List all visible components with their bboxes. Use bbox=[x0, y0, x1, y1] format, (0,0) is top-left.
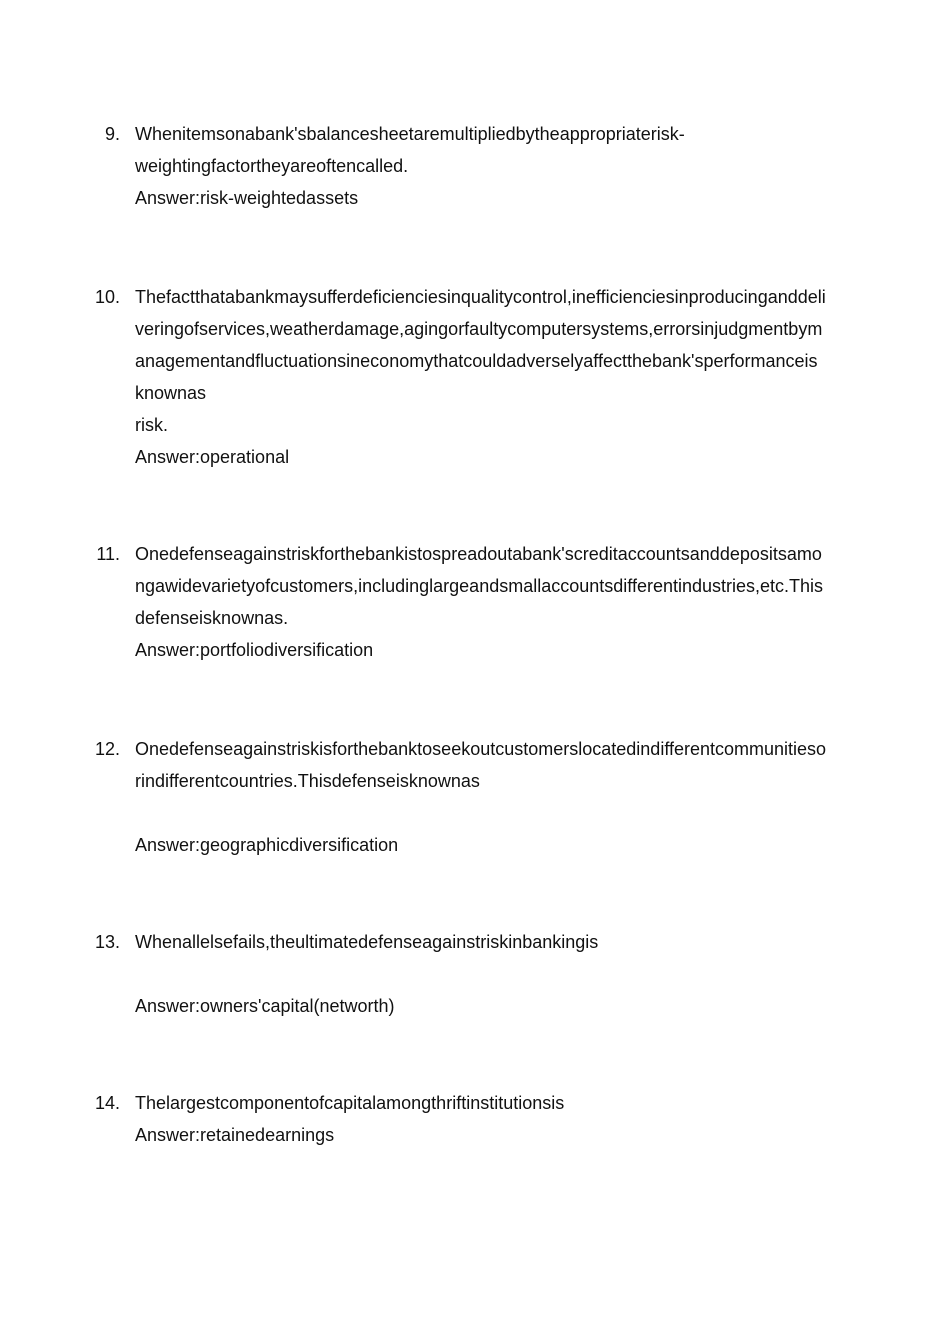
question-number: 14. bbox=[94, 1093, 120, 1113]
question-text-line: veringofservices,weatherdamage,agingorfaultycomputersystems,errorsinjudgmentbym bbox=[135, 319, 823, 339]
question-number: 9. bbox=[104, 124, 120, 144]
question-text-line: Whenallelsefails,theultimatedefenseagainstriskinbankingis bbox=[135, 932, 599, 952]
question-body bbox=[135, 733, 880, 861]
question-body bbox=[135, 1087, 880, 1151]
question-number: 13. bbox=[94, 932, 120, 952]
answer-text: Answer:operational bbox=[135, 447, 290, 467]
answer-text: Answer:owners'capital(networth) bbox=[135, 996, 395, 1016]
question-text-line: knownas bbox=[135, 383, 207, 403]
question-text-line: Onedefenseagainstriskisforthebanktoseekoutcustomerslocatedindifferentcommunitieso bbox=[135, 739, 827, 759]
question-body bbox=[135, 926, 880, 1022]
question-text-line: Thefactthatabankmaysufferdeficienciesinqualitycontrol,inefficienciesinproducinganddeli bbox=[135, 287, 826, 307]
question-text-line: weightingfactortheyareoftencalled. bbox=[135, 156, 409, 176]
question-number: 11. bbox=[96, 544, 120, 564]
question-number: 12. bbox=[94, 739, 120, 759]
question-number: 10. bbox=[94, 287, 120, 307]
question-body bbox=[135, 281, 880, 473]
question-text-line: ngawidevarietyofcustomers,includinglargeandsmallaccountsdifferentindustries,etc.This bbox=[135, 576, 824, 596]
blank-line bbox=[135, 958, 880, 990]
answer-text: Answer:geographicdiversification bbox=[135, 835, 399, 855]
question-text-line: risk. bbox=[135, 415, 168, 435]
question-text-line: Thelargestcomponentofcapitalamongthriftinstitutionsis bbox=[135, 1093, 565, 1113]
answer-text: Answer:retainedearnings bbox=[135, 1125, 335, 1145]
question-body bbox=[135, 118, 880, 214]
question-body bbox=[135, 538, 880, 666]
question-text-line: rindifferentcountries.Thisdefenseisknownas bbox=[135, 771, 480, 791]
blank-line bbox=[135, 797, 880, 829]
question-text-line: defenseisknownas. bbox=[135, 608, 289, 628]
answer-text: Answer:risk-weightedassets bbox=[135, 188, 359, 208]
question-text-line: anagementandfluctuationsineconomythatcouldadverselyaffectthebank'sperformanceis bbox=[135, 351, 818, 371]
question-text-line: Whenitemsonabank'sbalancesheetaremultipliedbytheappropriaterisk- bbox=[135, 124, 685, 144]
answer-text: Answer:portfoliodiversification bbox=[135, 640, 374, 660]
question-text-line: Onedefenseagainstriskforthebankistospreadoutabank'screditaccountsanddepositsamo bbox=[135, 544, 822, 564]
